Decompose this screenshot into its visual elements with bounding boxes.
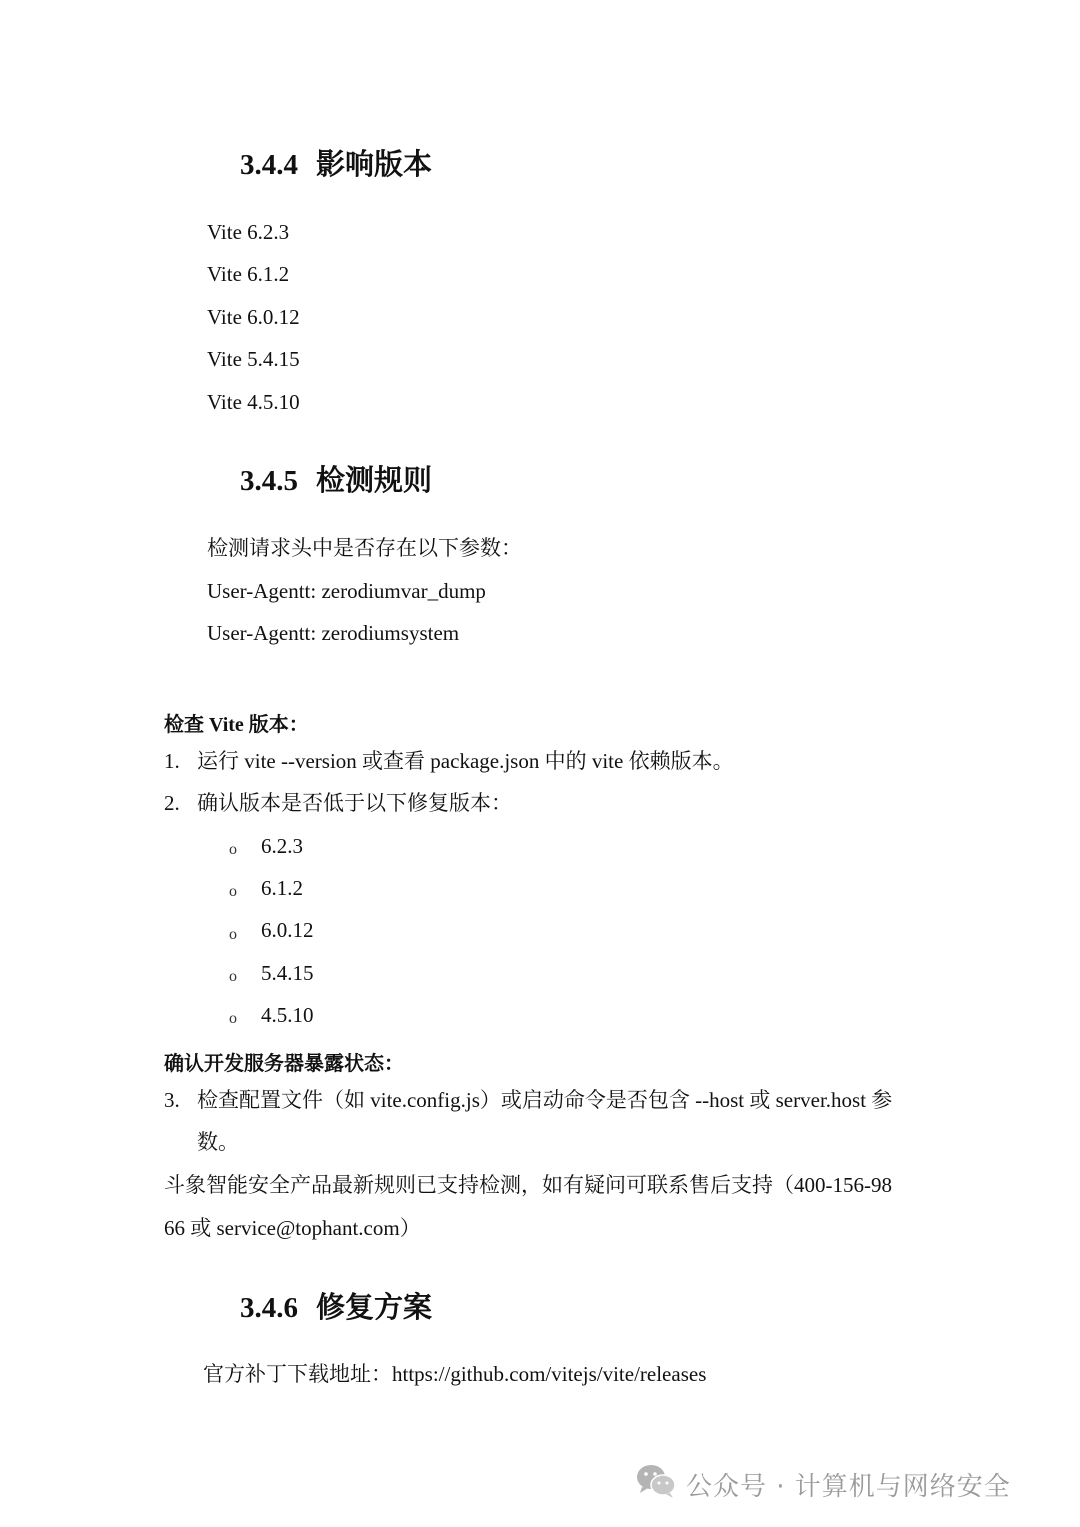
- fixed-version-3: 6.0.12: [261, 918, 314, 942]
- fixed-version-2: 6.1.2: [261, 876, 303, 900]
- step-2-number: 2.: [164, 791, 180, 815]
- bullet-icon: o: [229, 926, 237, 943]
- heading-3-4-5: [240, 458, 432, 499]
- detection-line-2: User-Agentt: zerodiumsystem: [207, 621, 460, 645]
- step-1-number: 1.: [164, 749, 180, 773]
- heading-3-4-4: [240, 142, 432, 183]
- bullet-icon: o: [229, 841, 237, 858]
- section-title: 检测规则: [316, 465, 433, 497]
- affected-version-5: Vite 4.5.10: [207, 390, 300, 414]
- section-title: 影响版本: [316, 149, 433, 181]
- fixed-version-5: 4.5.10: [261, 1003, 314, 1027]
- check-vite-heading: 检查 Vite 版本：: [164, 714, 309, 736]
- step-1-text: 运行 vite --version 或查看 package.json 中的 vite 依赖版本。: [197, 749, 734, 773]
- affected-version-2: Vite 6.1.2: [207, 262, 290, 286]
- detection-intro: 检测请求头中是否存在以下参数：: [207, 536, 522, 560]
- detection-line-1: User-Agentt: zerodiumvar_dump: [207, 579, 486, 603]
- section-title: 修复方案: [316, 1292, 433, 1324]
- confirm-server-heading: 确认开发服务器暴露状态：: [164, 1053, 404, 1075]
- fixed-version-4: 5.4.15: [261, 961, 314, 985]
- bullet-icon: o: [229, 968, 237, 985]
- step-3-text-line-2: 数。: [197, 1130, 239, 1154]
- affected-version-1: Vite 6.2.3: [207, 220, 290, 244]
- affected-version-4: Vite 5.4.15: [207, 347, 300, 371]
- fixed-version-1: 6.2.3: [261, 834, 303, 858]
- section-number: 3.4.5: [240, 465, 298, 497]
- step-3-number: 3.: [164, 1088, 180, 1112]
- watermark-text: 公众号 · 计算机与网络安全: [686, 1472, 1011, 1502]
- step-3-text-line-1: 检查配置文件（如 vite.config.js）或启动命令是否包含 --host 或 server.host 参: [197, 1088, 893, 1112]
- bullet-icon: o: [229, 1010, 237, 1027]
- patch-download-text: 官方补丁下载地址：https://github.com/vitejs/vite/releases: [203, 1362, 707, 1386]
- wechat-icon: [636, 1463, 678, 1499]
- bullet-icon: o: [229, 883, 237, 900]
- step-2-text: 确认版本是否低于以下修复版本：: [197, 791, 512, 815]
- support-line-2: 66 或 service@tophant.com）: [164, 1216, 421, 1240]
- section-number: 3.4.6: [240, 1292, 298, 1324]
- support-line-1: 斗象智能安全产品最新规则已支持检测，如有疑问可联系售后支持（400-156-98: [164, 1173, 892, 1197]
- section-number: 3.4.4: [240, 149, 298, 181]
- affected-version-3: Vite 6.0.12: [207, 305, 300, 329]
- heading-3-4-6: [240, 1285, 432, 1326]
